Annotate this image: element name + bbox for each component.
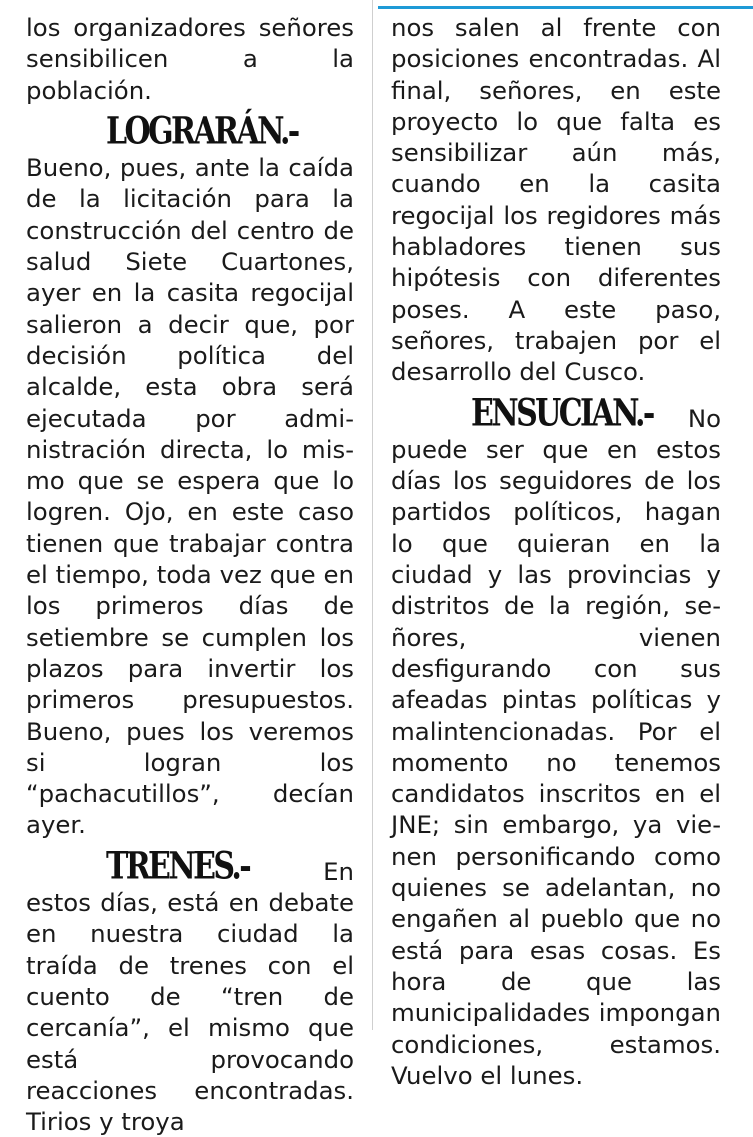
- section-body-ensucian: No puede ser que en estos días los seguidores de los partidos políticos, hagan lo que quieran en la ciudad y las provincias y distritos de la región, señores, vienen desfigurando con sus afeadas pintas políticas y malintencionadas. Por el momento no tenemos candidatos inscritos en el JNE; sin embargo, ya vienen personificando como quienes se adelantan, no engañen al pueblo que no está para esas cosas. Es hora de que las municipalidades impongan condiciones, estamos. Vuelvo el lunes.: [391, 403, 721, 1090]
- column-divider: [372, 0, 373, 1030]
- section-body-lograran: Bueno, pues, ante la caída de la licitación para la construcción del centro de salud Siete Cuartones, ayer en la casita regocijal salieron a decir que, por decisión política del alcalde, esta obra será ejecutada por administración directa, lo mismo que se espera que lo logren. Ojo, en este caso tienen que trabajar contra el tiempo, toda vez que en los primeros días de setiembre se cumplen los plazos para invertir los primeros presupuestos. Bueno, pues los veremos si logran los “pachacutillos”, decían ayer.: [26, 153, 354, 840]
- section-ensucian: [391, 391, 721, 1092]
- section-heading-lograran: LOGRARÁN.-: [106, 109, 298, 154]
- intro-paragraph: [26, 12, 354, 106]
- intro-text: los organizadores señores sensibilicen a la población.: [26, 13, 354, 105]
- continued-text: nos salen al frente con posiciones encontradas. Al final, señores, en este proyecto lo que falta es sensibilizar aún más, cuando en la casita regocijal los regidores más habladores tienen sus hipótesis con diferentes poses. A este paso, señores, trabajen por el desarrollo del Cusco.: [391, 13, 721, 387]
- right-column: [391, 12, 721, 1091]
- top-accent-rule: [378, 6, 753, 9]
- section-heading-trenes: TRENES.-: [106, 844, 250, 889]
- section-lograran: [26, 109, 354, 841]
- continued-paragraph: [391, 12, 721, 388]
- section-body-trenes: En estos días, está en debate en nuestra ciudad la traída de trenes con el cuento de “tren de cercanía”, el mismo que está provocando reacciones encontradas. Tirios y troya: [26, 856, 354, 1137]
- section-trenes: [26, 844, 354, 1137]
- section-heading-ensucian: ENSUCIAN.-: [471, 391, 653, 435]
- left-column: [26, 12, 354, 1137]
